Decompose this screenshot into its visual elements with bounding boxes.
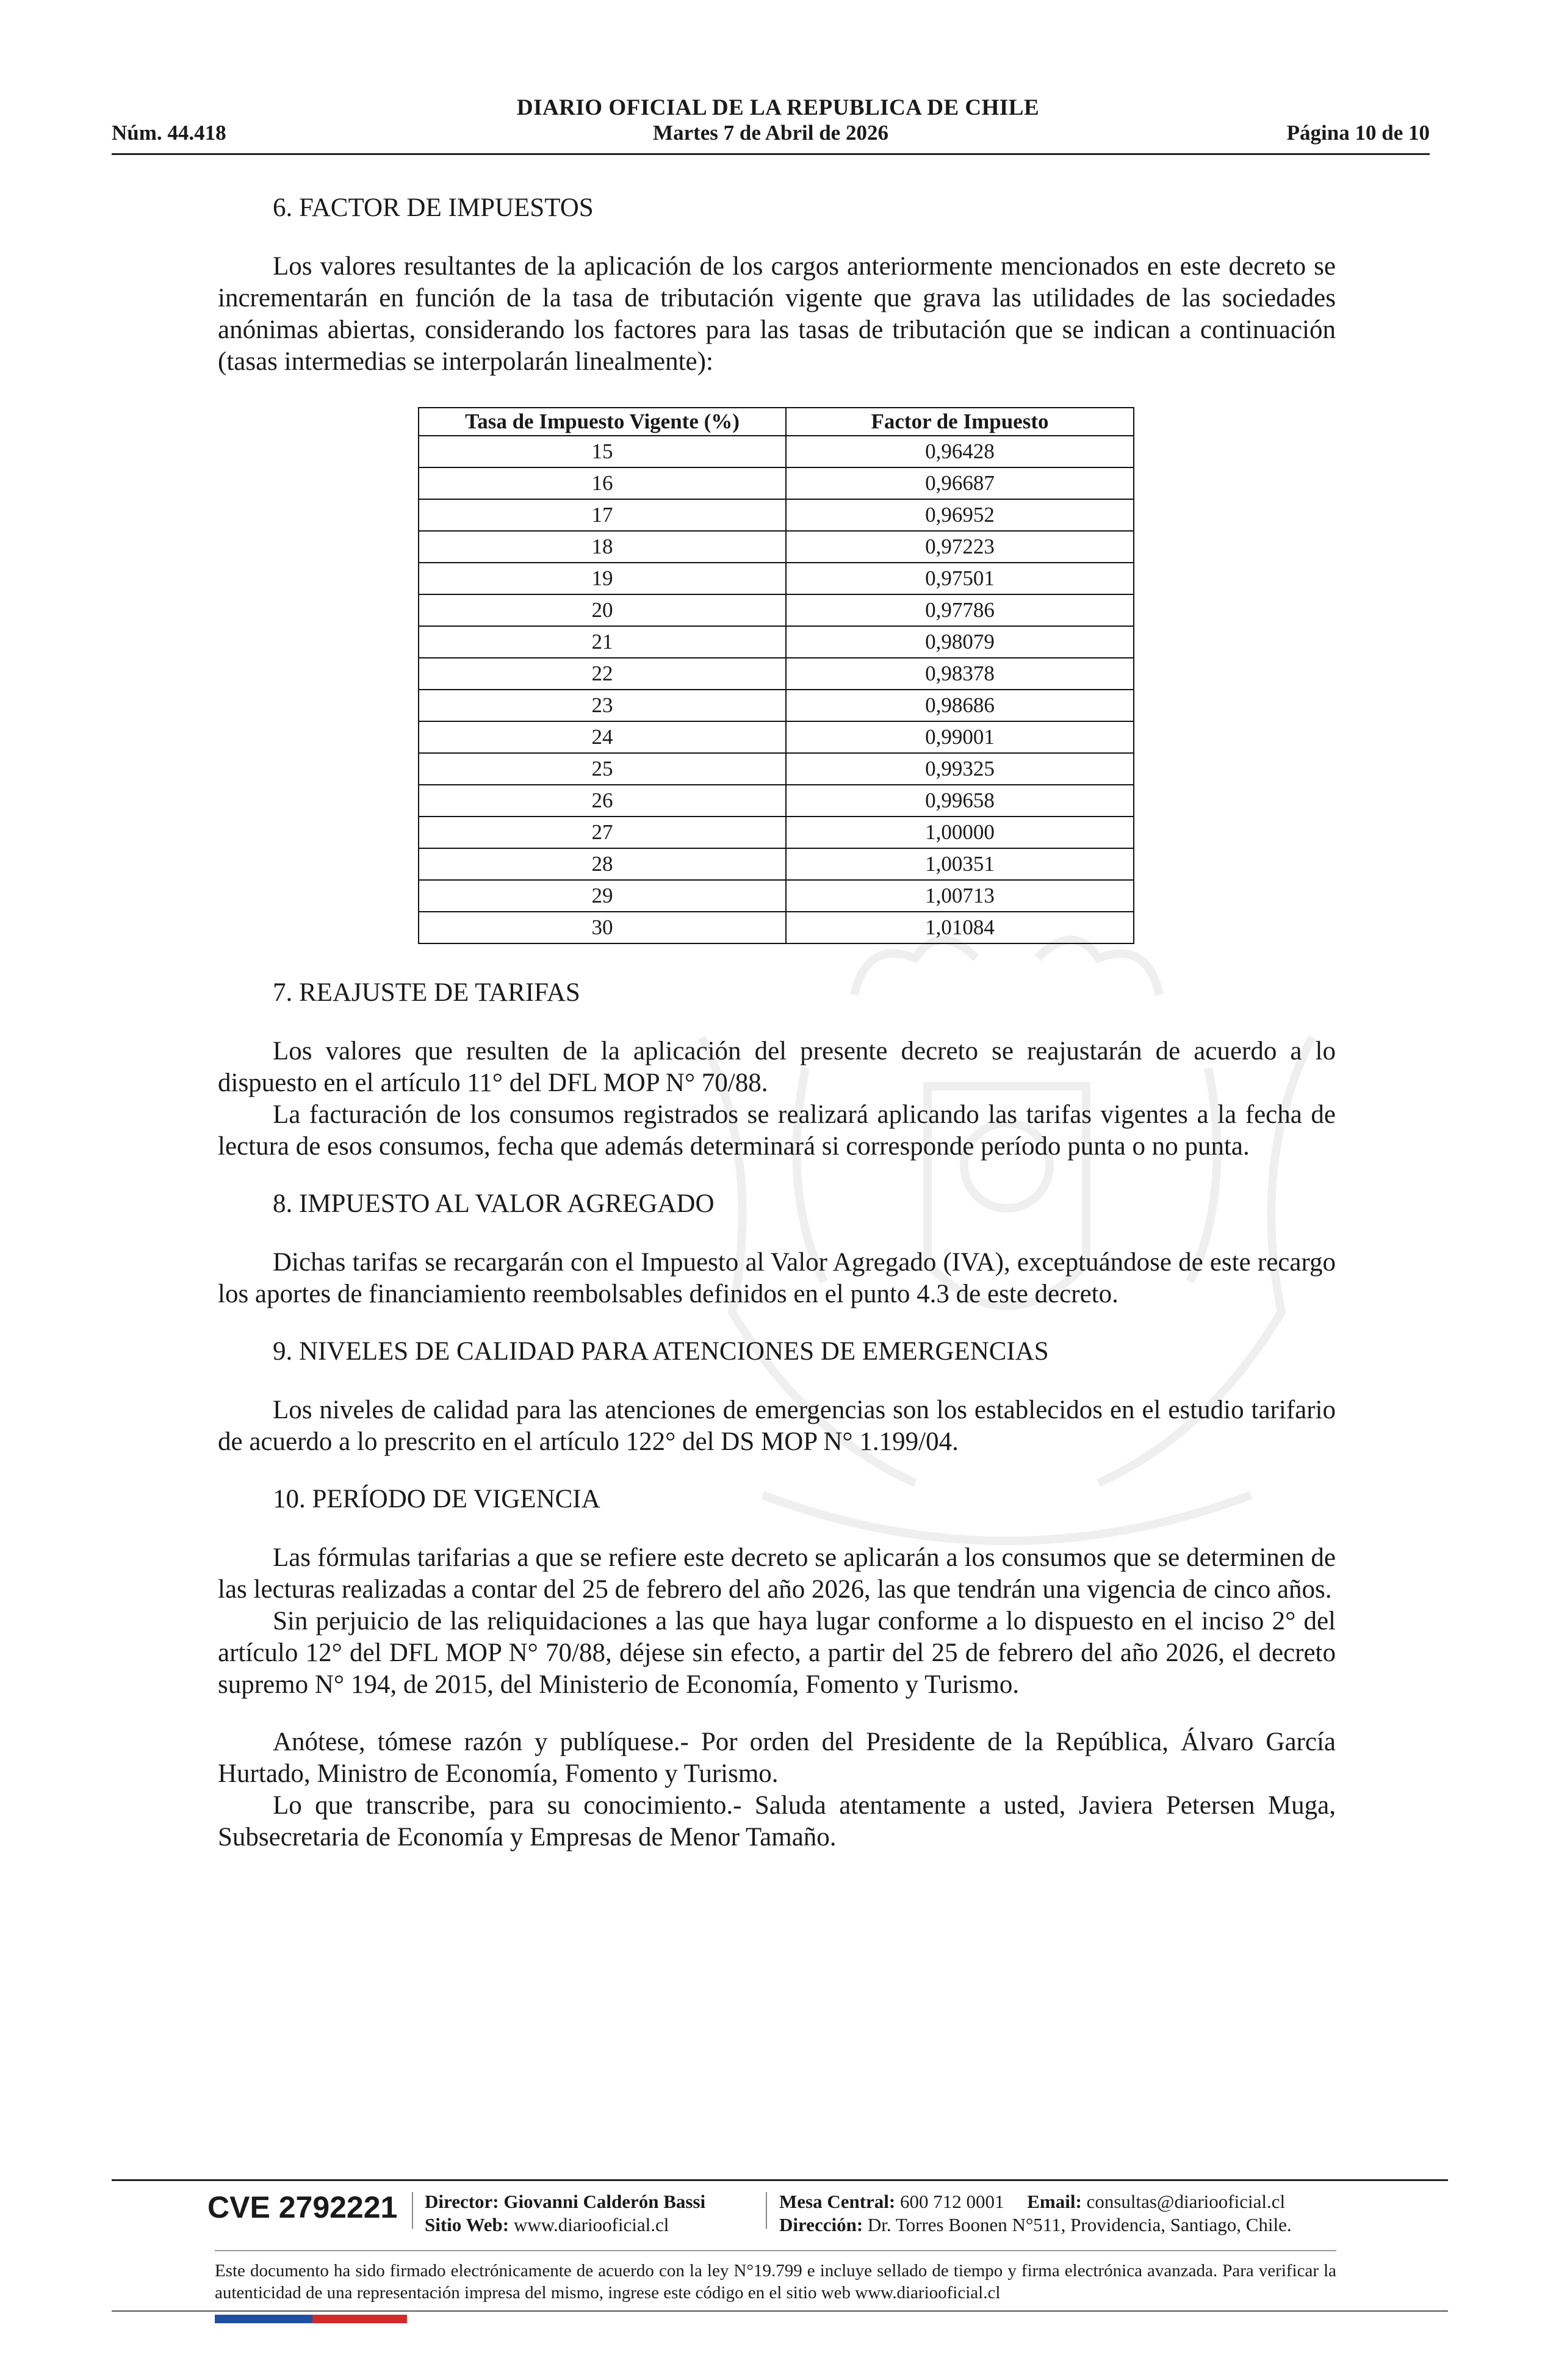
footer-separator — [766, 2192, 767, 2229]
tax-rate-cell: 27 — [419, 817, 786, 848]
tax-rate-cell: 17 — [419, 499, 786, 531]
table-row — [419, 436, 1134, 467]
closing-paragraph-2: Lo que transcribe, para su conocimiento.- Saluda atentamente a usted, Javiera Petersen Muga, Subsecretaria de Economía y Empresas de Menor Tamaño. — [218, 1791, 1336, 1852]
table-row — [419, 690, 1134, 721]
tax-factor-cell: 0,99658 — [786, 785, 1134, 817]
tax-factor-cell: 0,98686 — [786, 690, 1134, 721]
tax-factor-cell: 0,99325 — [786, 753, 1134, 785]
address-value: Dr. Torres Boonen N°511, Providencia, Santiago, Chile. — [867, 2214, 1292, 2235]
table-row — [419, 563, 1134, 594]
footer-director-block — [425, 2190, 705, 2237]
table-row — [419, 880, 1134, 912]
website-link[interactable]: www.diariooficial.cl — [513, 2214, 669, 2235]
footer-contact-block — [779, 2190, 1292, 2237]
table-row — [419, 531, 1134, 563]
footer-inner-divider — [215, 2250, 1336, 2251]
director-label: Director: — [425, 2191, 499, 2212]
table-row — [419, 785, 1134, 817]
footer-bottom-divider — [112, 2310, 1448, 2312]
tax-rate-cell: 28 — [419, 848, 786, 880]
address-label: Dirección: — [779, 2214, 863, 2235]
section-7-paragraph-1: Los valores que resulten de la aplicación del presente decreto se reajustarán de acuerdo a lo dispuesto en el artículo 11° del DFL MOP N° 70/88. — [218, 1037, 1336, 1097]
tax-rate-cell: 22 — [419, 658, 786, 690]
section-9-paragraph: Los niveles de calidad para las atenciones de emergencias son los establecidos en el estudio tarifario de acuerdo a lo prescrito en el artículo 122° del DS MOP N° 1.199/04. — [218, 1396, 1336, 1456]
legal-notice: Este documento ha sido firmado electrónicamente de acuerdo con la ley N°19.799 e incluye sellado de tiempo y firma electrónica avanzada. Para verificar la autenticidad de una representación impresa del mismo, ingrese este código en el sitio web www.diariooficial.cl — [215, 2261, 1336, 2302]
tax-factor-cell: 0,98378 — [786, 658, 1134, 690]
director-name: Giovanni Calderón Bassi — [503, 2191, 706, 2212]
tax-rate-cell: 26 — [419, 785, 786, 817]
issue-number: Núm. 44.418 — [112, 121, 226, 145]
section-10-paragraph-2: Sin perjuicio de las reliquidaciones a las que haya lugar conforme a lo dispuesto en el inciso 2° del artículo 12° del DFL MOP N° 70/88, déjese sin efecto, a partir del 25 de febrero del año 2026, el decreto supremo N° 194, de 2015, del Ministerio de Economía, Fomento y Turismo. — [218, 1607, 1336, 1699]
tax-factor-cell: 0,96952 — [786, 499, 1134, 531]
tax-factor-cell: 0,97223 — [786, 531, 1134, 563]
table-row — [419, 753, 1134, 785]
document-body — [218, 192, 1336, 1853]
section-10-heading: 10. PERÍODO DE VIGENCIA — [273, 1485, 600, 1513]
section-8-heading: 8. IMPUESTO AL VALOR AGREGADO — [273, 1189, 715, 1218]
email-link[interactable]: consultas@diariooficial.cl — [1086, 2191, 1286, 2212]
section-6-heading: 6. FACTOR DE IMPUESTOS — [273, 193, 594, 222]
section-10-paragraph-1: Las fórmulas tarifarias a que se refiere este decreto se aplicarán a los consumos que se determinen de las lecturas realizadas a contar del 25 de febrero del año 2026, las que tendrán una vigencia de cinco años. — [218, 1543, 1336, 1604]
tax-factor-table — [418, 407, 1134, 944]
table-row — [419, 721, 1134, 753]
table-row — [419, 467, 1134, 499]
column-header-tax-rate: Tasa de Impuesto Vigente (%) — [419, 408, 786, 436]
tax-rate-cell: 16 — [419, 467, 786, 499]
table-row — [419, 912, 1134, 943]
tax-factor-cell: 0,98079 — [786, 626, 1134, 658]
header-divider — [112, 153, 1430, 155]
section-7-heading: 7. REAJUSTE DE TARIFAS — [273, 978, 580, 1007]
tax-factor-cell: 1,00713 — [786, 880, 1134, 912]
website-label: Sitio Web: — [425, 2214, 510, 2235]
tax-factor-cell: 0,97501 — [786, 563, 1134, 594]
email-label: Email: — [1027, 2191, 1082, 2212]
section-9-heading: 9. NIVELES DE CALIDAD PARA ATENCIONES DE EMERGENCIAS — [273, 1337, 1049, 1366]
tax-rate-cell: 18 — [419, 531, 786, 563]
section-8-paragraph: Dichas tarifas se recargarán con el Impuesto al Valor Agregado (IVA), exceptuándose de este recargo los aportes de financiamiento reembolsables definidos en el punto 4.3 de este decreto. — [218, 1248, 1336, 1308]
tax-factor-cell: 1,01084 — [786, 912, 1134, 943]
table-header-row — [419, 408, 1134, 436]
tax-rate-cell: 19 — [419, 563, 786, 594]
tax-rate-cell: 21 — [419, 626, 786, 658]
cve-code: CVE 2792221 — [207, 2190, 398, 2224]
footer-separator — [412, 2192, 413, 2229]
table-row — [419, 499, 1134, 531]
page-number: Página 10 de 10 — [1286, 121, 1430, 145]
tax-factor-cell: 0,99001 — [786, 721, 1134, 753]
tax-factor-cell: 0,97786 — [786, 594, 1134, 626]
section-7-paragraph-2: La facturación de los consumos registrados se realizará aplicando las tarifas vigentes a la fecha de lectura de esos consumos, fecha que además determinará si corresponde período punta o no punta. — [218, 1100, 1336, 1161]
tax-rate-cell: 29 — [419, 880, 786, 912]
flag-stripe-blue — [215, 2315, 312, 2323]
tax-factor-cell: 1,00351 — [786, 848, 1134, 880]
tax-rate-cell: 23 — [419, 690, 786, 721]
phone-number: 600 712 0001 — [900, 2191, 1004, 2212]
tax-rate-cell: 30 — [419, 912, 786, 943]
tax-rate-cell: 25 — [419, 753, 786, 785]
table-row — [419, 626, 1134, 658]
tax-factor-cell: 0,96428 — [786, 436, 1134, 467]
flag-stripe-red — [312, 2315, 407, 2323]
footer-divider — [112, 2179, 1448, 2181]
table-row — [419, 817, 1134, 848]
column-header-tax-factor: Factor de Impuesto — [786, 408, 1134, 436]
section-6-paragraph: Los valores resultantes de la aplicación de los cargos anteriormente mencionados en este decreto se incrementarán en función de la tasa de tributación vigente que grava las utilidades de las sociedades anónimas abiertas, considerando los factores para las tasas de tributación que se indican a continuación (tasas intermedias se interpolarán linealmente): — [218, 252, 1336, 376]
tax-factor-cell: 1,00000 — [786, 817, 1134, 848]
table-row — [419, 848, 1134, 880]
closing-paragraph-1: Anótese, tómese razón y publíquese.- Por orden del Presidente de la República, Álvaro García Hurtado, Ministro de Economía, Fomento y Turismo. — [218, 1728, 1336, 1788]
tax-rate-cell: 24 — [419, 721, 786, 753]
tax-factor-cell: 0,96687 — [786, 467, 1134, 499]
tax-rate-cell: 20 — [419, 594, 786, 626]
phone-label: Mesa Central: — [779, 2191, 896, 2212]
newspaper-title: DIARIO OFICIAL DE LA REPUBLICA DE CHILE — [516, 95, 1040, 120]
tax-rate-cell: 15 — [419, 436, 786, 467]
table-row — [419, 594, 1134, 626]
table-row — [419, 658, 1134, 690]
issue-date: Martes 7 de Abril de 2026 — [653, 121, 888, 145]
